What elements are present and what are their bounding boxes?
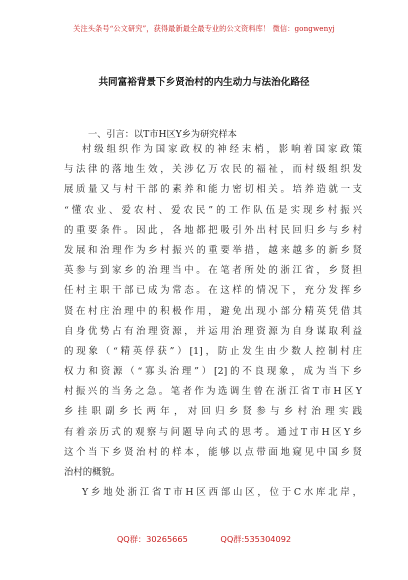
body-line: 发展和治理作为乡村振兴的重要举措，越来越多的新乡贤 <box>64 244 362 256</box>
body-line: 村级组织作为国家政权的神经末梢，影响着国家政策 <box>82 144 362 155</box>
body-line: 有着亲历式的观察与问题导向式的思考。通过T市H区Y乡 <box>64 426 362 438</box>
header-banner: 关注头条号“公文研究”，获得最新最全最专业的公文资料库！ 微信：gongwenyj <box>73 24 335 33</box>
body-line: Y乡地处浙江省T市H区西部山区，位于C水库北岸， <box>82 487 362 499</box>
body-line: 自身优势占有治理资源，并运用治理资源为自身谋取利益 <box>64 325 362 337</box>
body-text <box>64 140 362 503</box>
body-line: 权力和资源（“寡头治理”）[2]的不良现象，成为当下乡 <box>64 366 362 378</box>
body-line: 与法律的落地生效，关涉亿万农民的福祉，而村级组织发 <box>64 164 362 176</box>
body-line: 乡挂职副乡长两年，对回归乡贤参与乡村治理实践 <box>64 406 362 418</box>
body-line: 的重要条件。因此，各地都把吸引外出村民回归乡与乡村 <box>64 224 362 236</box>
body-line: 村振兴的当务之急。笔者作为选调生曾在浙江省T市H区Y <box>64 386 362 398</box>
footer-qq-group-1: QQ群：30265665 <box>116 534 188 544</box>
body-line: 英参与到家乡的治理当中。在笔者所处的浙江省，乡贤担 <box>64 265 362 277</box>
body-line: 治村的概貌。 <box>64 467 121 478</box>
body-line: 的现象（“精英俘获”）[1]，防止发生由少数人控制村庄 <box>64 345 362 357</box>
section-heading: 一、引言：以T市H区Y乡为研究样本 <box>88 129 237 140</box>
body-line: 任村主职干部已成为常态。在这样的情况下，充分发挥乡 <box>64 285 362 297</box>
body-line: 这个当下乡贤治村的样本，能够以点带面地窥见中国乡贤 <box>64 446 362 458</box>
document-title: 共同富裕背景下乡贤治村的内生动力与法治化路径 <box>98 77 310 88</box>
body-line: “懂农业、爱农村、爱农民”的工作队伍是实现乡村振兴 <box>64 204 362 216</box>
body-line: 展质量又与村干部的素养和能力密切相关。培养造就一支 <box>64 184 362 196</box>
footer <box>0 534 408 545</box>
body-line: 贤在村庄治理中的积极作用，避免出现小部分精英凭借其 <box>64 305 362 317</box>
footer-qq-group-2: QQ群:535304092 <box>220 534 292 544</box>
